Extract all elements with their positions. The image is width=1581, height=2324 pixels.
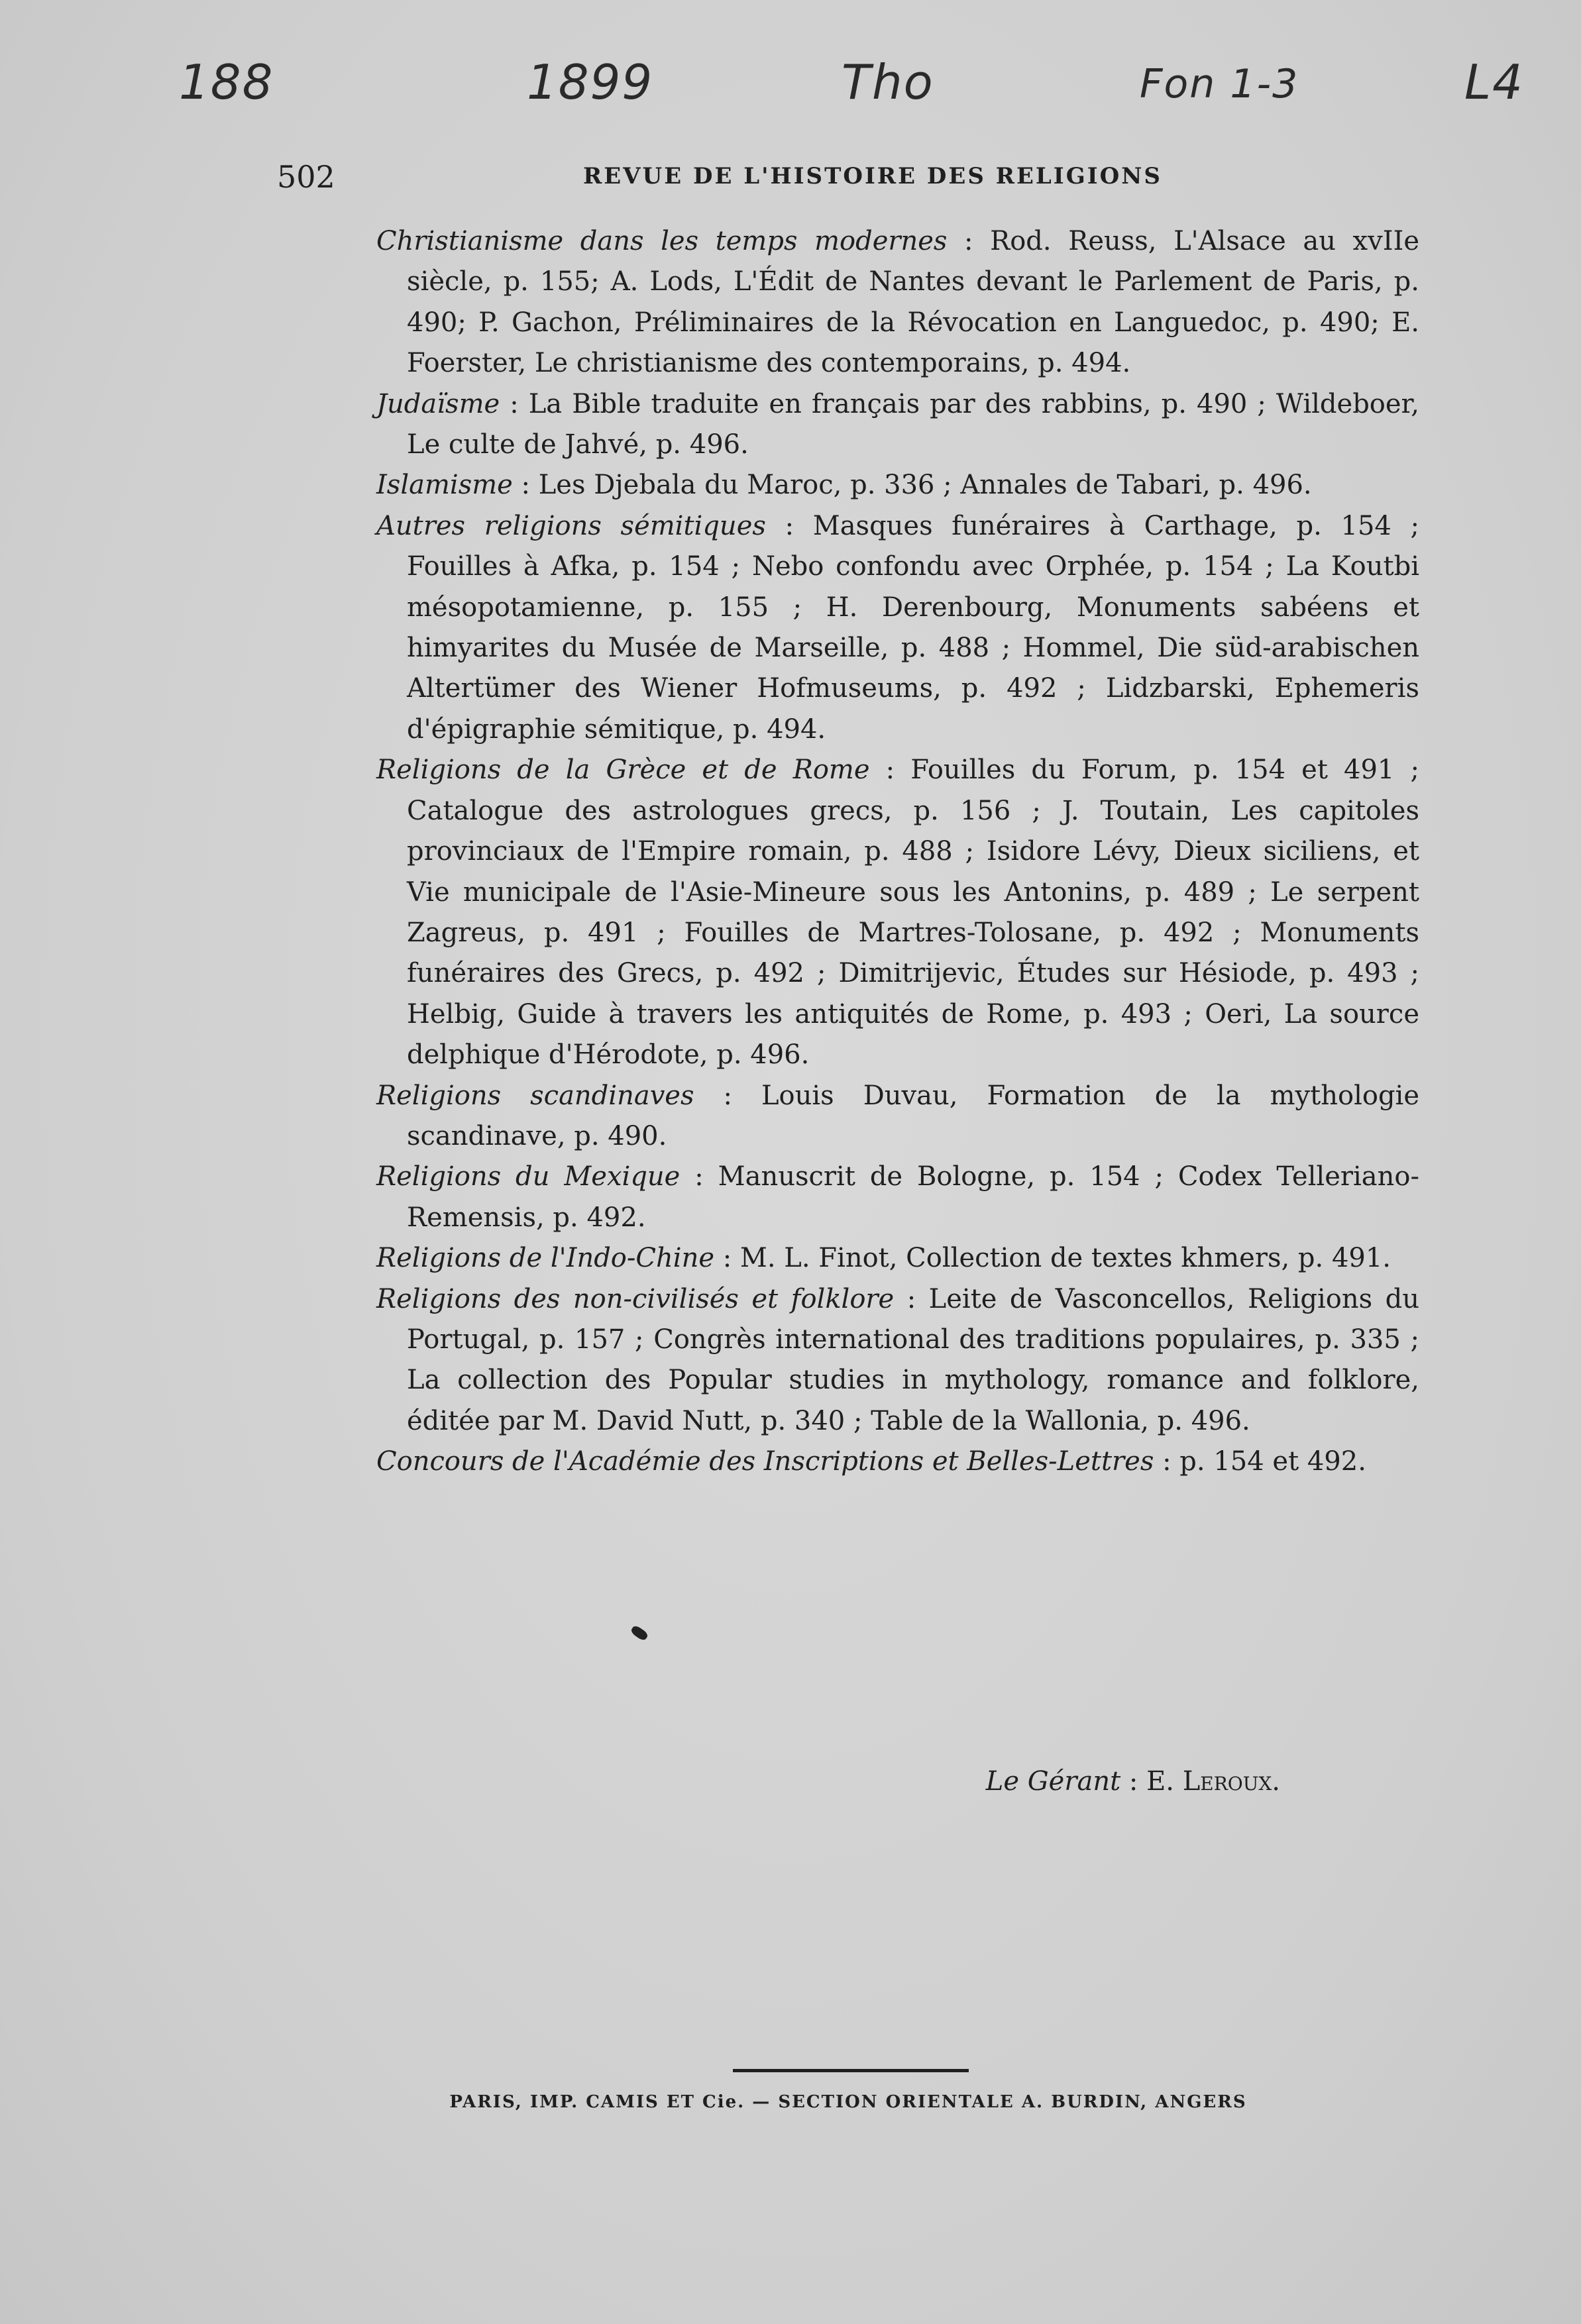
signature-label: Le Gérant bbox=[985, 1766, 1121, 1797]
entry-rubric: Autres religions sémitiques bbox=[376, 510, 766, 541]
entry-text: : Masques funéraires à Carthage, p. 154 ; Fouilles à Afka, p. 154 ; Nebo confondu avec Orphée, p. 154 ; La Koutbi mésopotamienne, p. 155 ; H. Derenbourg, Monuments sabéens et himyarites du Musée de Marseille, p. 488 ; Hommel, Die süd-arabischen Altertümer des Wiener Hofmuseums, p. 492 ; Lidzbarski, Ephemeris d'épigraphie sémitique, p. 494. bbox=[407, 510, 1419, 745]
handwritten-note: L4 bbox=[1464, 54, 1524, 110]
handwritten-note: Tho bbox=[842, 54, 934, 110]
signature-separator: : bbox=[1120, 1766, 1147, 1797]
entry-text: : Louis Duvau, Formation de la mythologie scandinave, p. 490. bbox=[407, 1080, 1420, 1151]
entry-rubric: Religions de la Grèce et de Rome bbox=[376, 755, 870, 786]
entry-text: : Les Djebala du Maroc, p. 336 ; Annales de Tabari, p. 496. bbox=[512, 470, 1312, 501]
entry-text: : Fouilles du Forum, p. 154 et 491 ; Catalogue des astrologues grecs, p. 156 ; J. Toutain, Les capitoles provinciaux de l'Empire romain, p. 488 ; Isidore Lévy, Dieux siciliens, et Vie municipale de l'Asie-Mineure sous les Antonins, p. 489 ; Le serpent Zagreus, p. 491 ; Fouilles de Martres-Tolosane, p. 492 ; Monuments funéraires des Grecs, p. 492 ; Dimitrijevic, Études sur Hésiode, p. 493 ; Helbig, Guide à travers les antiquités de Rome, p. 493 ; Oeri, La source delphique d'Hérodote, p. 496. bbox=[407, 755, 1419, 1071]
entry-text: : M. L. Finot, Collection de textes khmers, p. 491. bbox=[714, 1243, 1391, 1274]
index-entry bbox=[376, 384, 1419, 466]
handwritten-note: 188 bbox=[179, 54, 274, 110]
entry-rubric: Concours de l'Académie des Inscriptions et Belles-Lettres bbox=[376, 1446, 1154, 1477]
entry-rubric: Religions de l'Indo-Chine bbox=[376, 1243, 714, 1274]
handwritten-note: 1899 bbox=[527, 54, 654, 110]
entry-rubric: Christianisme dans les temps modernes bbox=[376, 226, 948, 256]
entry-rubric: Islamisme bbox=[376, 470, 513, 501]
ink-speck bbox=[629, 1624, 649, 1642]
index-entry bbox=[376, 221, 1419, 384]
page-number: 502 bbox=[277, 159, 335, 195]
footer-rule bbox=[733, 2069, 969, 2072]
entry-text: : La Bible traduite en français par des rabbins, p. 490 ; Wildeboer, Le culte de Jahvé, p. 496. bbox=[407, 388, 1419, 460]
index-entry bbox=[376, 506, 1419, 750]
running-head: REVUE DE L'HISTOIRE DES RELIGIONS bbox=[583, 163, 1162, 189]
handwritten-note: Fon 1-3 bbox=[1140, 61, 1299, 107]
entry-text: : Leite de Vasconcellos, Religions du Portugal, p. 157 ; Congrès international des traditions populaires, p. 335 ; La collection des Popular studies in mythology, romance and folklore, éditée par M. David Nutt, p. 340 ; Table de la Wallonia, p. 496. bbox=[407, 1283, 1419, 1436]
index-entry bbox=[376, 750, 1419, 1075]
entry-text: : Rod. Reuss, L'Alsace au xvIIe siècle, p. 155; A. Lods, L'Édit de Nantes devant le Parlement de Paris, p. 490; P. Gachon, Préliminaires de la Révocation en Languedoc, p. 490; E. Foerster, Le christianisme des contemporains, p. 494. bbox=[407, 226, 1419, 379]
index-entry bbox=[376, 1279, 1419, 1442]
index-entries bbox=[376, 221, 1419, 1483]
entry-text: : p. 154 et 492. bbox=[1154, 1446, 1366, 1477]
index-entry bbox=[376, 1442, 1419, 1482]
entry-rubric: Religions du Mexique bbox=[376, 1161, 681, 1192]
printer-imprint: PARIS, IMP. CAMIS ET Cie. — SECTION ORIENTALE A. BURDIN, ANGERS bbox=[449, 2092, 1247, 2112]
index-entry bbox=[376, 465, 1419, 505]
signature-line bbox=[986, 1766, 1280, 1797]
index-entry bbox=[376, 1076, 1419, 1157]
signature-name: E. Leroux. bbox=[1146, 1766, 1280, 1797]
entry-rubric: Religions des non-civilisés et folklore bbox=[376, 1283, 895, 1314]
index-entry bbox=[376, 1157, 1419, 1238]
index-entry bbox=[376, 1238, 1419, 1279]
entry-rubric: Religions scandinaves bbox=[376, 1080, 694, 1111]
entry-rubric: Judaïsme bbox=[376, 388, 500, 419]
entry-text: : Manuscrit de Bologne, p. 154 ; Codex Telleriano-Remensis, p. 492. bbox=[407, 1161, 1419, 1233]
